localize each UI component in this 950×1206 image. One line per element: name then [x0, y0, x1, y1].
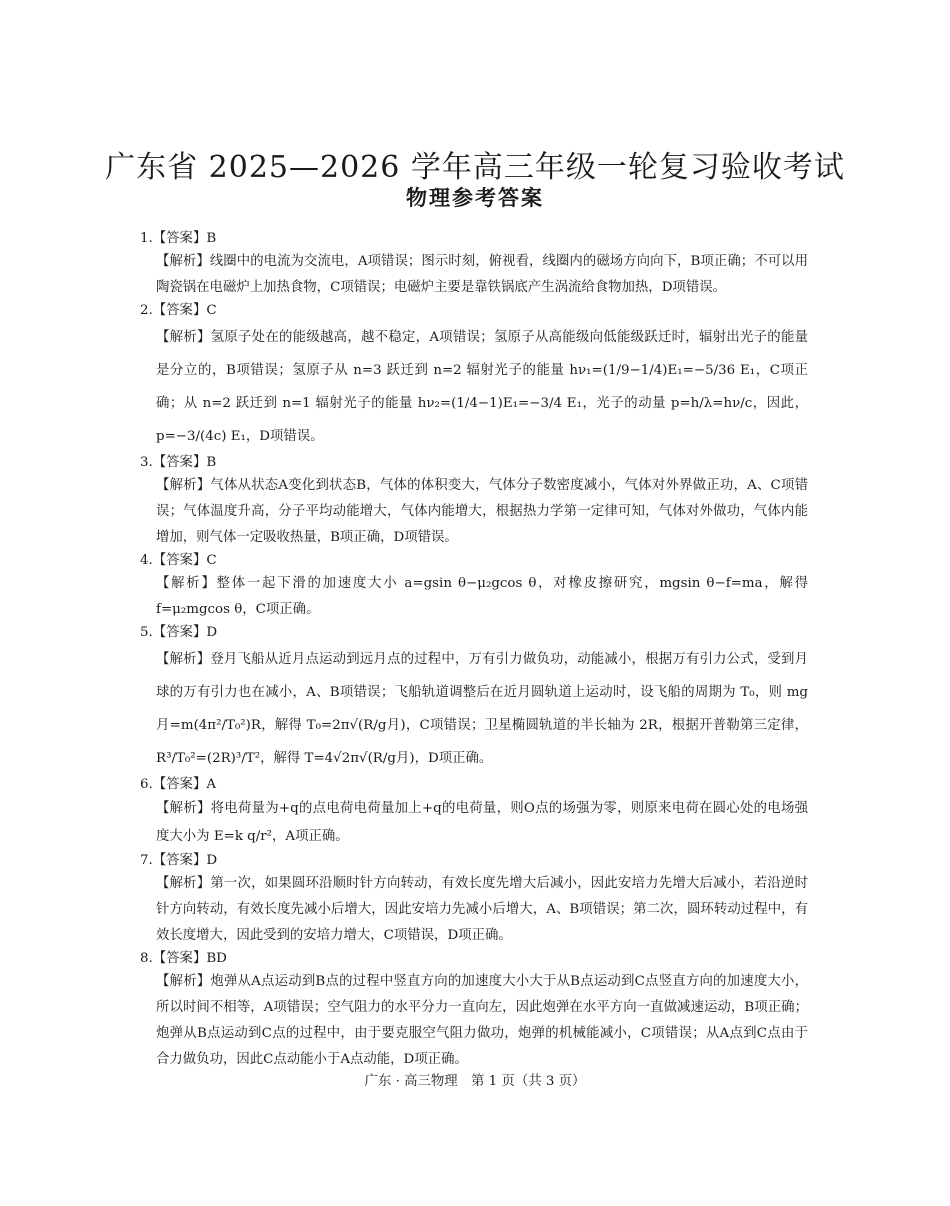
question-4 — [140, 552, 808, 623]
page-title: 广东省 2025—2026 学年高三年级一轮复习验收考试 — [105, 150, 845, 185]
answer-line: 4.【答案】C — [140, 553, 217, 568]
answer-line: 8.【答案】BD — [140, 951, 227, 966]
answer-line: 5.【答案】D — [140, 625, 218, 640]
question-1 — [140, 230, 808, 301]
question-5 — [140, 624, 808, 775]
explanation: 【解析】线圈中的电流为交流电，A项错误；图示时刻，俯视看，线圈内的磁场方向向下，B项正确；不可以用陶瓷锅在电磁炉上加热食物，C项错误；电磁炉主要是靠铁锅底产生涡流给食物加热，D项错误。 — [156, 254, 808, 295]
page-subtitle: 物理参考答案 — [406, 186, 544, 210]
page-footer: 广东 · 高三物理 第 1 页（共 3 页） — [364, 1074, 586, 1089]
question-8 — [140, 950, 808, 1073]
answer-line: 1.【答案】B — [140, 231, 217, 246]
explanation: 【解析】炮弹从A点运动到B点的过程中竖直方向的加速度大小大于从B点运动到C点竖直方向的加速度大小，所以时间不相等，A项错误；空气阻力的水平分力一直向左，因此炮弹在水平方向一直做减速运动，B项正确；炮弹从B点运动到C点的过程中，由于要克服空气阻力做功，炮弹的机械能减小，C项错误；从A点到C点由于合力做负功，因此C点动能小于A点动能，D项正确。 — [156, 974, 808, 1067]
explanation: 【解析】登月飞船从近月点运动到远月点的过程中，万有引力做负功，动能减小，根据万有引力公式，受到月球的万有引力也在减小，A、B项错误；飞船轨道调整后在近月圆轨道上运动时，设飞船的周期为 T₀，则 mg月=m(4π²/T₀²)R，解得 T₀=2π√(R/g月)，C项错误；卫星椭圆轨道的半长轴为 2R，根据开普勒第三定律，R³/T₀²=(2R)³/T²，解得 T=4√2π√(R/g月)，D项正确。 — [156, 652, 808, 766]
answer-list — [140, 230, 808, 1074]
answer-line: 3.【答案】B — [140, 455, 217, 470]
question-3 — [140, 454, 808, 551]
explanation: 【解析】整体一起下滑的加速度大小 a=gsin θ−μ₂gcos θ，对橡皮擦研究，mgsin θ−f=ma，解得 f=μ₂mgcos θ，C项正确。 — [156, 576, 808, 617]
answer-line: 2.【答案】C — [140, 303, 217, 318]
explanation: 【解析】第一次，如果圆环沿顺时针方向转动，有效长度先增大后减小，因此安培力先增大后减小，若沿逆时针方向转动，有效长度先减小后增大，因此安培力先减小后增大，A、B项错误；第二次，圆环转动过程中，有效长度增大，因此受到的安培力增大，C项错误，D项正确。 — [156, 876, 808, 943]
question-6 — [140, 776, 808, 851]
explanation: 【解析】气体从状态A变化到状态B，气体的体积变大，气体分子数密度减小，气体对外界做正功，A、C项错误；气体温度升高，分子平均动能增大，气体内能增大，根据热力学第一定律可知，气体对外做功，气体内能增加，则气体一定吸收热量，B项正确，D项错误。 — [156, 478, 808, 545]
answer-line: 7.【答案】D — [140, 853, 218, 868]
answer-line: 6.【答案】A — [140, 777, 217, 792]
explanation: 【解析】将电荷量为+q的点电荷电荷量加上+q的电荷量，则O点的场强为零，则原来电荷在圆心处的电场强度大小为 E=k q/r²，A项正确。 — [156, 801, 808, 844]
explanation: 【解析】氢原子处在的能级越高，越不稳定，A项错误；氢原子从高能级向低能级跃迁时，辐射出光子的能量是分立的，B项错误；氢原子从 n=3 跃迁到 n=2 辐射光子的能量 hν₁=(1/9−1/4)E₁=−5/36 E₁，C项正确；从 n=2 跃迁到 n=1 辐射光子的能量 hν₂=(1/4−1)E₁=−3/4 E₁，光子的动量 p=h/λ=hν/c，因此，p=−3/(4c) E₁，D项错误。 — [156, 330, 808, 444]
question-2 — [140, 302, 808, 453]
question-7 — [140, 852, 808, 949]
